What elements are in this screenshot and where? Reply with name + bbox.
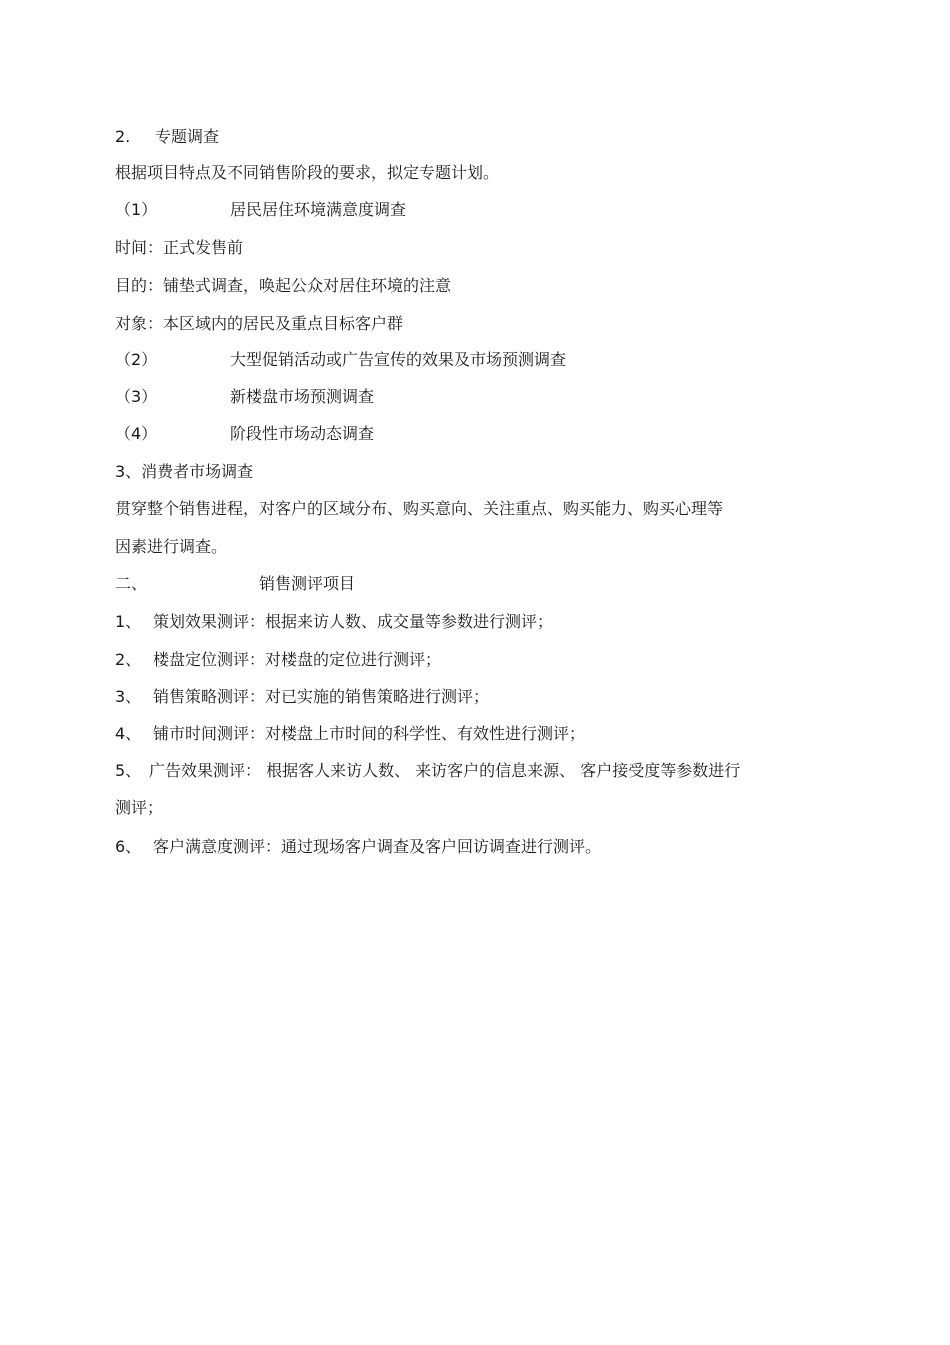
item-text: 客户满意度测评：通过现场客户调查及客户回访调查进行测评。 — [153, 837, 602, 856]
item-text: 新楼盘市场预测调查 — [230, 387, 375, 406]
item-number: （4） — [115, 424, 158, 443]
item-text: 铺市时间测评：对楼盘上市时间的科学性、有效性进行测评； — [153, 724, 586, 743]
item-text: 大型促销活动或广告宣传的效果及市场预测调查 — [230, 350, 567, 369]
section-3-body-line-1: 贯穿整个销售进程，对客户的区域分布、购买意向、关注重点、购买能力、购买心理等 — [115, 499, 724, 518]
item-text: 阶段性市场动态调查 — [230, 424, 375, 443]
item-text: 策划效果测评：根据来访人数、成交量等参数进行测评； — [153, 612, 554, 631]
topic-purpose: 目的：铺垫式调查，唤起公众对居住环境的注意 — [115, 276, 452, 295]
item-number: （2） — [115, 350, 158, 369]
heading-number: 2. — [115, 127, 131, 146]
item-text: 楼盘定位测评：对楼盘的定位进行测评； — [153, 650, 442, 669]
part-title: 销售测评项目 — [259, 574, 356, 593]
item-number: 4、 — [115, 724, 142, 743]
item-number: （1） — [115, 200, 158, 219]
item-number: （3） — [115, 387, 158, 406]
item-text: 销售策略测评：对已实施的销售策略进行测评； — [153, 687, 490, 706]
heading-text: 专题调查 — [155, 127, 220, 146]
item-number: 3、 — [115, 687, 142, 706]
item-text: 居民居住环境满意度调查 — [230, 200, 407, 219]
item-number: 1、 — [115, 612, 142, 631]
part-number: 二、 — [115, 574, 148, 593]
section-3-heading: 3、消费者市场调查 — [115, 462, 254, 481]
evaluation-item-5-continuation: 测评； — [115, 798, 164, 817]
item-number: 6、 — [115, 837, 142, 856]
item-number: 5、 — [115, 761, 142, 780]
topic-time: 时间：正式发售前 — [115, 238, 244, 257]
topic-target: 对象：本区域内的居民及重点目标客户群 — [115, 314, 404, 333]
section-2-intro: 根据项目特点及不同销售阶段的要求，拟定专题计划。 — [115, 163, 500, 182]
item-number: 2、 — [115, 650, 142, 669]
item-text: 广告效果测评： 根据客人来访人数、 来访客户的信息来源、 客户接受度等参数进行 — [149, 761, 741, 780]
section-3-body-line-2: 因素进行调查。 — [115, 537, 228, 556]
